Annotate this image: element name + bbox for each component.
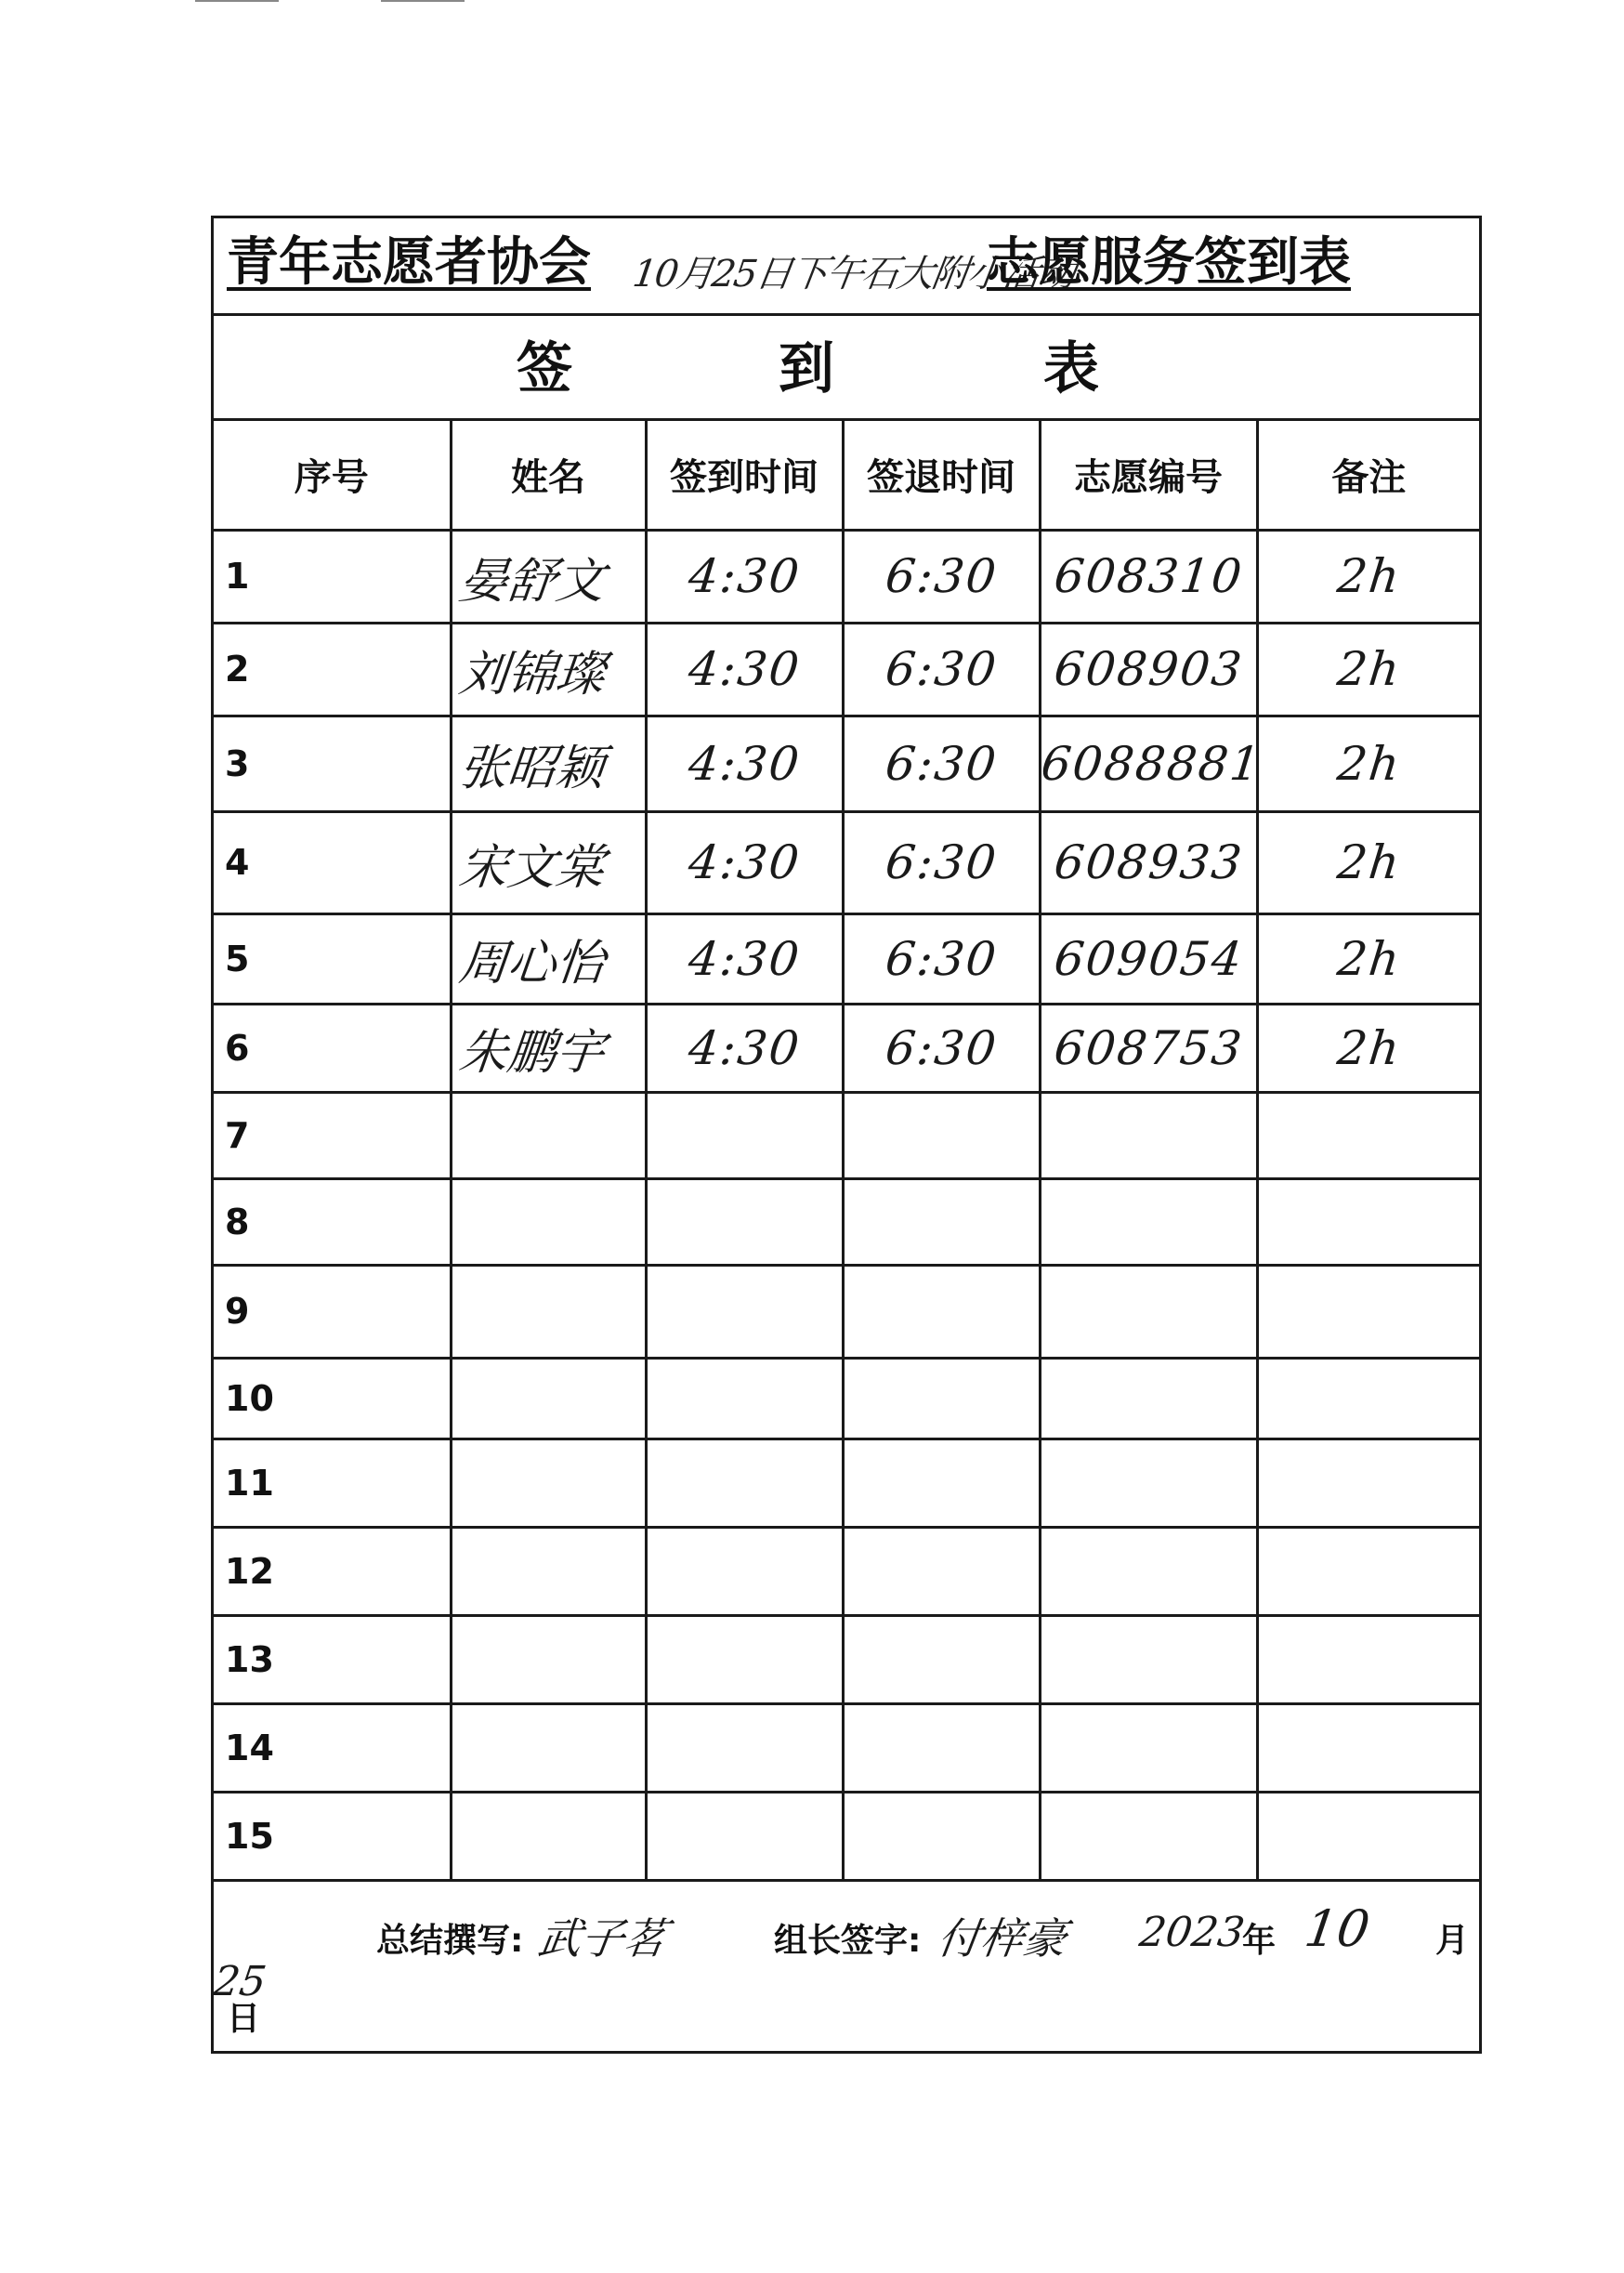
table-row: [214, 530, 1479, 623]
volunteer-name-cell: [451, 1527, 646, 1615]
volunteer-name-cell: [451, 1178, 646, 1265]
note-cell: [1257, 623, 1479, 716]
table-row: [214, 1358, 1479, 1439]
table-row: [214, 1439, 1479, 1527]
row-index-cell: 7: [214, 1092, 451, 1178]
volunteer-id-cell: [1040, 1358, 1257, 1439]
volunteer-id-cell: [1040, 913, 1257, 1004]
note: 2h: [1334, 835, 1404, 889]
note: 2h: [1334, 642, 1404, 696]
note-cell: [1257, 1004, 1479, 1092]
check-out-time-cell: [843, 1527, 1040, 1615]
check-out-time: 6:30: [882, 931, 1001, 986]
check-in-time-cell: [646, 1615, 843, 1703]
row-index-cell: 14: [214, 1703, 451, 1792]
date-year: 2023: [1136, 1909, 1248, 1956]
volunteer-name-cell: [451, 1703, 646, 1792]
check-in-time-cell: [646, 1265, 843, 1358]
table-row: [214, 1178, 1479, 1265]
volunteer-id-cell: [1040, 1615, 1257, 1703]
row-index-cell: 9: [214, 1265, 451, 1358]
check-in-time: 4:30: [685, 549, 804, 603]
volunteer-name-cell: [451, 716, 646, 811]
subtitle-row: [214, 316, 1479, 421]
volunteer-name-cell: [451, 1265, 646, 1358]
date-month-unit: 月: [1435, 1922, 1470, 1960]
row-index-cell: 2: [214, 623, 451, 716]
date-day: 25: [210, 1958, 269, 2005]
title-handwritten-event: 10月25日下午石大附小活动: [630, 253, 1077, 296]
summary-writer-signature: 武子茗: [534, 1913, 671, 1964]
check-in-time-cell: [646, 811, 843, 913]
check-out-time-cell: [843, 913, 1040, 1004]
table-row: [214, 1004, 1479, 1092]
volunteer-id-cell: [1038, 716, 1264, 811]
team-leader-signature: 付梓豪: [934, 1913, 1070, 1964]
note: 2h: [1334, 931, 1404, 986]
row-index-cell: 8: [214, 1178, 451, 1265]
check-out-time: 6:30: [882, 736, 1001, 791]
row-index-cell: 6: [214, 1004, 451, 1092]
check-out-time-cell: [843, 811, 1040, 913]
row-index-cell: 13: [214, 1615, 451, 1703]
volunteer-id-cell: [1040, 1004, 1257, 1092]
check-in-time: 4:30: [685, 736, 804, 791]
check-in-time-cell: [646, 1703, 843, 1792]
table-row: [214, 913, 1479, 1004]
note-cell: [1257, 913, 1479, 1004]
check-in-time: 4:30: [685, 1020, 804, 1075]
date-day-unit: 日: [227, 2000, 261, 2038]
table-header-row: [214, 421, 1479, 530]
volunteer-id-cell: [1040, 1265, 1257, 1358]
note-cell: [1257, 1439, 1479, 1527]
check-in-time-cell: [646, 1439, 843, 1527]
table-row: [214, 1265, 1479, 1358]
column-header-volunteer-id: 志愿编号: [1040, 421, 1257, 530]
volunteer-id: 6088881: [1038, 736, 1264, 791]
footer: [210, 1888, 1479, 2051]
check-in-time: 4:30: [685, 931, 804, 986]
volunteer-name: 朱鹏宇: [455, 1025, 608, 1081]
volunteer-name-cell: [451, 1004, 646, 1092]
table-row: [214, 1527, 1479, 1615]
volunteer-name: 宋文棠: [455, 839, 608, 896]
check-out-time-cell: [843, 1439, 1040, 1527]
check-in-time-cell: [646, 1792, 843, 1880]
check-out-time-cell: [843, 530, 1040, 623]
check-out-time-cell: [843, 1004, 1040, 1092]
check-in-time-cell: [646, 530, 843, 623]
volunteer-id-cell: [1040, 530, 1257, 623]
team-leader-label: 组长签字:: [774, 1922, 922, 1960]
volunteer-id: 608310: [1051, 549, 1246, 603]
check-out-time: 6:30: [882, 835, 1001, 889]
column-header-note: 备注: [1257, 421, 1479, 530]
check-out-time-cell: [843, 1265, 1040, 1358]
sign-in-sheet: [211, 216, 1482, 2054]
volunteer-id: 608933: [1051, 835, 1246, 889]
volunteer-name-cell: [451, 1439, 646, 1527]
check-in-time-cell: [646, 913, 843, 1004]
note-cell: [1257, 1527, 1479, 1615]
row-index-cell: 12: [214, 1527, 451, 1615]
table-row: [214, 623, 1479, 716]
row-index-cell: 3: [214, 716, 451, 811]
check-out-time: 6:30: [882, 1020, 1001, 1075]
volunteer-id: 608753: [1051, 1020, 1246, 1075]
note-cell: [1257, 1092, 1479, 1178]
volunteer-name: 周心怡: [455, 936, 608, 992]
note-cell: [1257, 1358, 1479, 1439]
title-row: [214, 218, 1479, 316]
scan-mark: [195, 0, 279, 2]
row-index-cell: 11: [214, 1439, 451, 1527]
note-cell: [1257, 1265, 1479, 1358]
column-header-check-out: 签退时间: [843, 421, 1040, 530]
date-year-unit: 年: [1242, 1922, 1277, 1960]
volunteer-id: 608903: [1051, 642, 1246, 696]
note: 2h: [1334, 549, 1404, 603]
check-out-time-cell: [843, 1792, 1040, 1880]
subtitle-char: 表: [1043, 336, 1099, 401]
volunteer-id-cell: [1040, 1792, 1257, 1880]
volunteer-name-cell: [451, 1358, 646, 1439]
check-in-time-cell: [646, 1178, 843, 1265]
volunteer-name-cell: [451, 1792, 646, 1880]
check-in-time: 4:30: [685, 642, 804, 696]
table-row: [214, 1703, 1479, 1792]
check-out-time-cell: [843, 623, 1040, 716]
check-in-time-cell: [646, 1527, 843, 1615]
note-cell: [1257, 811, 1479, 913]
volunteer-id-cell: [1040, 623, 1257, 716]
check-in-time-cell: [646, 1358, 843, 1439]
row-index-cell: 4: [214, 811, 451, 913]
subtitle-char: 签: [517, 336, 572, 401]
column-header-name: 姓名: [451, 421, 646, 530]
table-row: [214, 1792, 1479, 1880]
table-row: [214, 811, 1479, 913]
volunteer-name: 刘锦璨: [455, 646, 608, 703]
volunteer-name-cell: [451, 623, 646, 716]
date-month: 10: [1301, 1899, 1374, 1958]
note-cell: [1257, 1178, 1479, 1265]
table-row: [214, 1092, 1479, 1178]
note: 2h: [1334, 1020, 1404, 1075]
subtitle-char: 到: [779, 336, 834, 401]
check-out-time-cell: [843, 1615, 1040, 1703]
column-header-index: 序号: [214, 421, 451, 530]
volunteer-name-cell: [451, 530, 646, 623]
check-in-time: 4:30: [685, 835, 804, 889]
note-cell: [1257, 716, 1479, 811]
row-index-cell: 10: [214, 1358, 451, 1439]
volunteer-id: 609054: [1051, 931, 1246, 986]
volunteer-name-cell: [451, 811, 646, 913]
note-cell: [1257, 1615, 1479, 1703]
summary-writer-label: 总结撰写:: [376, 1922, 524, 1960]
check-out-time-cell: [843, 1092, 1040, 1178]
volunteer-name-cell: [451, 1092, 646, 1178]
title-organization: 青年志愿者协会: [227, 232, 591, 293]
table-row: [214, 1615, 1479, 1703]
check-out-time-cell: [843, 1178, 1040, 1265]
note-cell: [1257, 1792, 1479, 1880]
title-form-name: 志愿服务签到表: [987, 232, 1351, 293]
scan-mark: [381, 0, 465, 2]
check-in-time-cell: [646, 716, 843, 811]
note-cell: [1257, 1703, 1479, 1792]
check-out-time-cell: [843, 716, 1040, 811]
volunteer-name: 张昭颖: [455, 741, 608, 796]
check-in-time-cell: [646, 1092, 843, 1178]
row-index-cell: 5: [214, 913, 451, 1004]
volunteer-id-cell: [1040, 1439, 1257, 1527]
note: 2h: [1334, 736, 1404, 791]
row-index-cell: 1: [214, 530, 451, 623]
column-header-check-in: 签到时间: [646, 421, 843, 530]
volunteer-id-cell: [1040, 1703, 1257, 1792]
check-in-time-cell: [646, 1004, 843, 1092]
volunteer-id-cell: [1040, 1527, 1257, 1615]
volunteer-id-cell: [1040, 1092, 1257, 1178]
volunteer-id-cell: [1040, 1178, 1257, 1265]
sign-in-table: [214, 421, 1479, 1882]
table-row: [214, 716, 1479, 811]
volunteer-id-cell: [1040, 811, 1257, 913]
check-out-time: 6:30: [882, 549, 1001, 603]
note-cell: [1257, 530, 1479, 623]
volunteer-name: 晏舒文: [455, 553, 608, 610]
check-out-time-cell: [843, 1358, 1040, 1439]
volunteer-name-cell: [451, 913, 646, 1004]
check-out-time: 6:30: [882, 642, 1001, 696]
check-in-time-cell: [646, 623, 843, 716]
row-index-cell: 15: [214, 1792, 451, 1880]
check-out-time-cell: [843, 1703, 1040, 1792]
volunteer-name-cell: [451, 1615, 646, 1703]
